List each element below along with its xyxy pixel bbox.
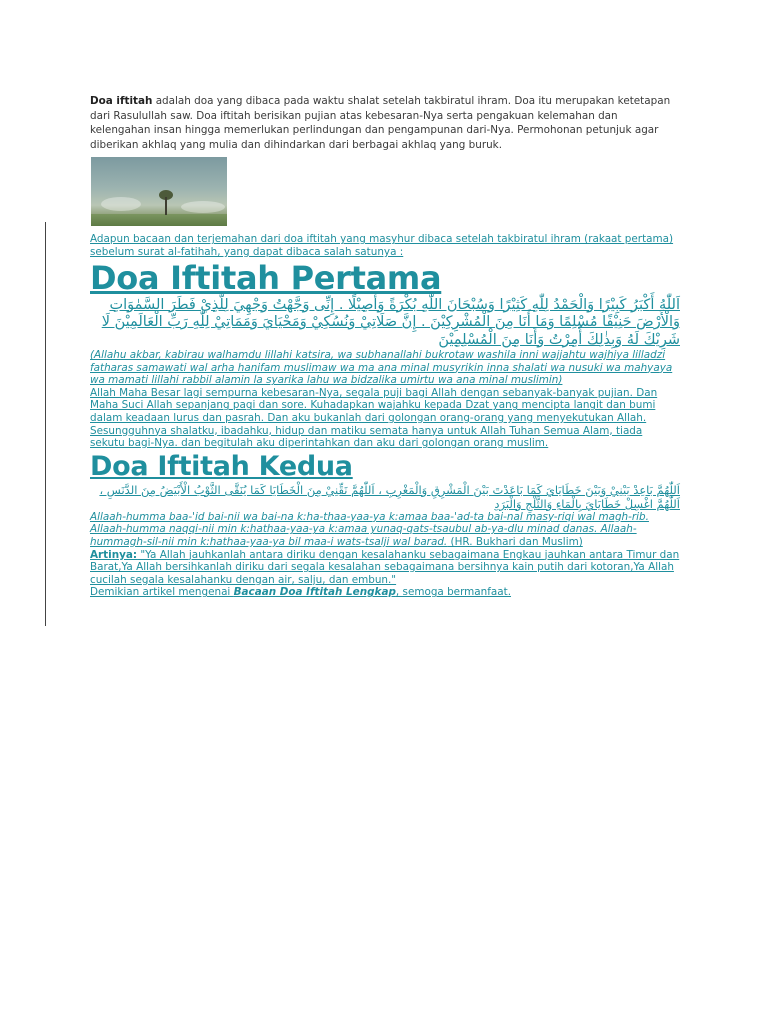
section2-transliteration[interactable] — [90, 511, 680, 549]
section1-translation[interactable]: Allah Maha Besar lagi sempurna kebesaran-Nya, segala puji bagi Allah dengan sebanyak-banyak pujian. Dan Maha Suci Allah sepanjang pagi dan sore. Kuhadapkan wajahku kepada Dzat yang mencipta langit dan bumi dalam keadaan lurus dan pasrah. Dan aku bukanlah dari golongan orang-orang yang menyekutukan Allah. Sesungguhnya shalatku, ibadahku, hidup dan matiku semata hanya untuk Allah Tuhan Semua Alam, tiada sekutu bagi-Nya. dan begitulah aku diperintahkan dan aku dari golongan orang muslim. — [90, 386, 658, 450]
meaning-label: Artinya: — [90, 548, 138, 561]
section1-arabic[interactable]: اَللّٰهُ أَكْبَرُ كَبِيْرًا وَالْحَمْدُ لِلّٰهِ كَثِيْرًا وَسُبْحَانَ اللّٰهِ بُكْرَةً وَأَصِيْلًا . إِنِّى وَجَّهْتُ وَجْهِيَ لِلَّذِيْ فَطَرَ السَّمٰوَاتِ وَالْأَرْضَ حَنِيْفًا مُسْلِمًا وَمَا أَنَا مِنَ الْمُشْرِكِيْنَ . إِنَّ صَلَاتِيْ وَنُسُكِيْ وَمَحْيَايَ وَمَمَاتِيْ لِلّٰهِ رَبِّ الْعَالَمِيْنَ لَا شَرِيْكَ لَهُ وَبِذٰلِكَ أُمِرْتُ وَأَنَا مِنَ الْمُسْلِمِيْنَ — [101, 296, 680, 348]
section2-heading[interactable]: Doa Iftitah Kedua — [90, 450, 353, 482]
cloud-shape — [181, 201, 225, 213]
cloud-shape — [101, 197, 141, 211]
section1-heading[interactable]: Doa Iftitah Pertama — [90, 258, 442, 297]
closing-before: Demikian artikel mengenai — [90, 586, 234, 599]
intro-text: adalah doa yang dibaca pada waktu shalat setelah takbiratul ihram. Doa itu merupakan ketetapan dari Rasulullah saw. Doa iftitah berisikan pujian atas kebesaran-Nya serta pengakuan kelemahan dan kelengahan insan hingga memerlukan perlindungan dan pengampunan dari-Nya. Permohonan petunjuk agar diberikan akhlaq yang mulia dan dihindarkan dari berbagai akhlaq yang buruk. — [90, 95, 671, 151]
section2-arabic[interactable]: اَللّٰهُمَّ بَاعِدْ بَيْنِيْ وَبَيْنَ خَطَايَايَ كَمَا بَاعَدْتَ بَيْنَ الْمَشْرِقِ وَالْمَغْرِبِ ، اَللّٰهُمَّ نَقِّنِيْ مِنَ الْخَطَايَا كَمَا يُنَقَّى الثَّوْبُ الْأَبْيَضُ مِنَ الدَّنَسِ ، اَللّٰهُمَّ اغْسِلْ خَطَايَايَ بِالْمَاءِ وَالثَّلْجِ وَالْبَرَدِ — [99, 482, 680, 511]
tree-trunk-icon — [165, 197, 167, 215]
closing-paragraph[interactable] — [90, 586, 680, 599]
meaning-text: "Ya Allah jauhkanlah antara diriku dengan kesalahanku sebagaimana Engkau jauhkan antara Timur dan Barat,Ya Allah bersihkanlah diriku dari segala kesalahan sebagaimana bersihnya kain putih dari kotoran,Ya Allah cucilah segala kesalahanku dengan air, salju, dan embun." — [90, 548, 680, 586]
closing-after: , semoga bermanfaat. — [395, 586, 512, 599]
section2-source: (HR. Bukhari dan Muslim) — [447, 536, 583, 548]
section2-transliteration-text: Allaah-humma baa-'id bai-nii wa bai-na k:ha-thaa-yaa-ya k:amaa baa-'ad-ta bai-nal masy-riqi wal magh-rib. Allaah-humma naqqi-nii min k:hathaa-yaa-ya k:amaa yunaq-qats-tsaubul ab-ya-dlu minad danas. Allaah-hummagh-sil-nii min k:hathaa-yaa-ya bil maa-i wats-tsalji wal barad. — [90, 510, 649, 548]
intro-paragraph — [90, 94, 680, 152]
article-image — [91, 157, 227, 226]
intro-bold-term: Doa iftitah — [90, 95, 153, 107]
article-body — [90, 94, 680, 599]
closing-highlight-link[interactable]: Bacaan Doa Iftitah Lengkap — [233, 586, 396, 599]
section2-meaning[interactable] — [90, 549, 680, 587]
left-margin-rule — [45, 222, 46, 626]
section1-transliteration[interactable]: (Allahu akbar, kabirau walhamdu lillahi katsira, wa subhanallahi bukrotaw washila inni wajjahtu wajhiya lilladzi fatharas samawati wal arha hanifam muslimaw wa ma ana minal musyrikin inna shalati wa nusuki wa mahyaya wa mamati lillahi rabbil alamin la syarika lahu wa bidzalika umirtu wa ana minal muslimin) — [90, 349, 673, 387]
lead-in-link[interactable]: Adapun bacaan dan terjemahan dari doa iftitah yang masyhur dibaca setelah takbiratul ihram (rakaat pertama) sebelum surat al-fatihah, yang dapat dibaca salah satunya : — [90, 233, 674, 258]
ground-shape — [91, 214, 227, 226]
